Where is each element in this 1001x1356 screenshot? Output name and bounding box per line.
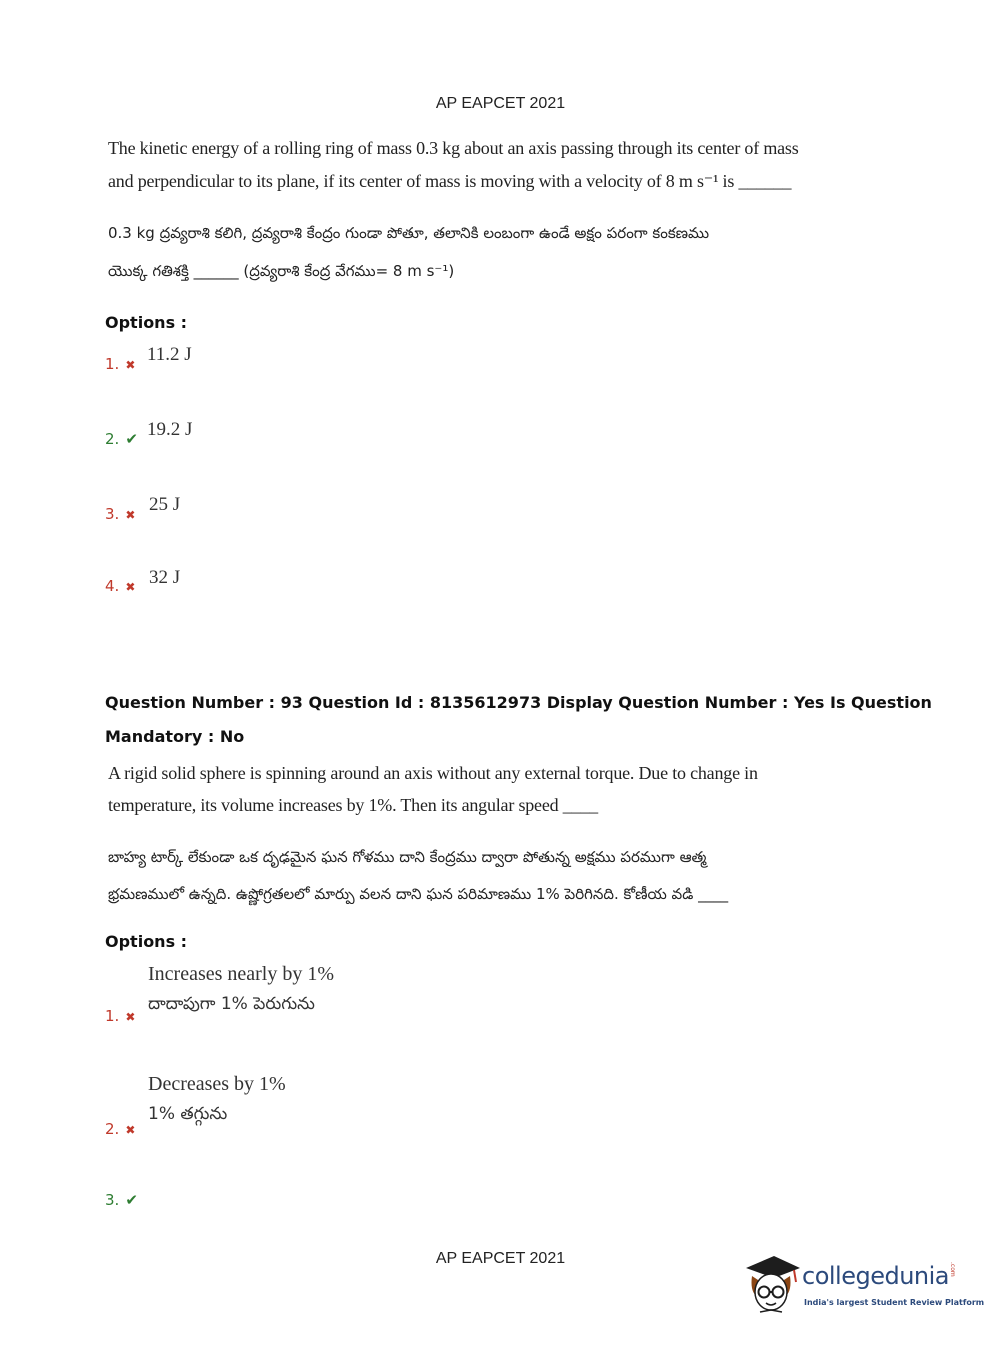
- q93-option-1: [105, 1007, 135, 1025]
- q93-option-2-value-en: Decreases by 1%: [148, 1073, 286, 1095]
- q92-option-1: [105, 355, 135, 373]
- cross-icon: ✖: [125, 1010, 136, 1024]
- option-number: 3.: [105, 505, 120, 523]
- option-number: 2.: [105, 1120, 120, 1138]
- option-number: 1.: [105, 355, 120, 373]
- logo-suffix: .com: [949, 1262, 957, 1277]
- q92-text-te-line2: యొక్క గతిశక్తి ______ (ద్రవ్యరాశి కేంద్ర వేగము= 8 m s⁻¹): [108, 262, 455, 280]
- q92-options-label: Options :: [105, 313, 188, 332]
- logo-name: collegedunia: [802, 1262, 950, 1290]
- q93-option-1-value-te: దాదాపుగా 1% పెరుగును: [148, 994, 315, 1014]
- q92-option-4-value: 32 J: [149, 567, 181, 588]
- check-icon: ✔: [125, 430, 138, 448]
- cross-icon: ✖: [125, 580, 136, 594]
- q93-meta-line1: Question Number : 93 Question Id : 8135612973 Display Question Number : Yes Is Question: [105, 693, 932, 712]
- logo-tagline: India's largest Student Review Platform: [804, 1298, 985, 1307]
- q93-option-3: [105, 1191, 138, 1209]
- option-number: 3.: [105, 1191, 120, 1209]
- page-header: AP EAPCET 2021: [435, 95, 566, 112]
- option-number: 1.: [105, 1007, 120, 1025]
- cross-icon: ✖: [125, 508, 136, 522]
- cross-icon: ✖: [125, 1123, 136, 1137]
- q92-text-en-line2: and perpendicular to its plane, if its center of mass is moving with a velocity of 8 m s⁻¹ is ______: [108, 171, 792, 191]
- q92-option-2-value: 19.2 J: [147, 419, 193, 440]
- q93-meta-line2: Mandatory : No: [105, 727, 245, 746]
- q92-option-3: [105, 505, 135, 523]
- q93-option-2-value-te: 1% తగ్గును: [148, 1104, 228, 1124]
- q92-text-te-line1: 0.3 kg ద్రవ్యరాశి కలిగి, ద్రవ్యరాశి కేంద్రం గుండా పోతూ, తలానికి లంబంగా ఉండే అక్షం పరంగా కంకణము: [108, 224, 710, 242]
- student-mascot-icon: [740, 1250, 802, 1318]
- q92-option-3-value: 25 J: [149, 494, 181, 515]
- q92-option-4: [105, 577, 135, 595]
- q92-text-en-line1: The kinetic energy of a rolling ring of mass 0.3 kg about an axis passing through its center of mass: [108, 138, 799, 158]
- option-number: 4.: [105, 577, 120, 595]
- q93-text-en-line1: A rigid solid sphere is spinning around an axis without any external torque. Due to change in: [108, 763, 758, 783]
- q93-option-1-value-en: Increases nearly by 1%: [148, 963, 335, 985]
- cross-icon: ✖: [125, 358, 136, 372]
- q93-text-te-line2: భ్రమణములో ఉన్నది. ఉష్ణోగ్రతలలో మార్పు వలన దాని ఘన పరిమాణము 1% పెరిగినది. కోణీయ వడి ____: [108, 885, 729, 903]
- check-icon: ✔: [125, 1191, 138, 1209]
- q93-text-en-line2: temperature, its volume increases by 1%. Then its angular speed ____: [108, 795, 598, 815]
- q93-text-te-line1: బాహ్య టార్క్ లేకుండా ఒక దృఢమైన ఘన గోళము దాని కేంద్రము ద్వారా పోతున్న అక్షము పరముగా ఆత్మ: [108, 848, 707, 866]
- option-number: 2.: [105, 430, 120, 448]
- page-footer: AP EAPCET 2021: [435, 1250, 566, 1267]
- q93-options-label: Options :: [105, 932, 188, 951]
- collegedunia-logo: [740, 1250, 985, 1320]
- q92-option-1-value: 11.2 J: [147, 344, 192, 365]
- q93-option-2: [105, 1120, 135, 1138]
- q92-option-2: [105, 430, 138, 448]
